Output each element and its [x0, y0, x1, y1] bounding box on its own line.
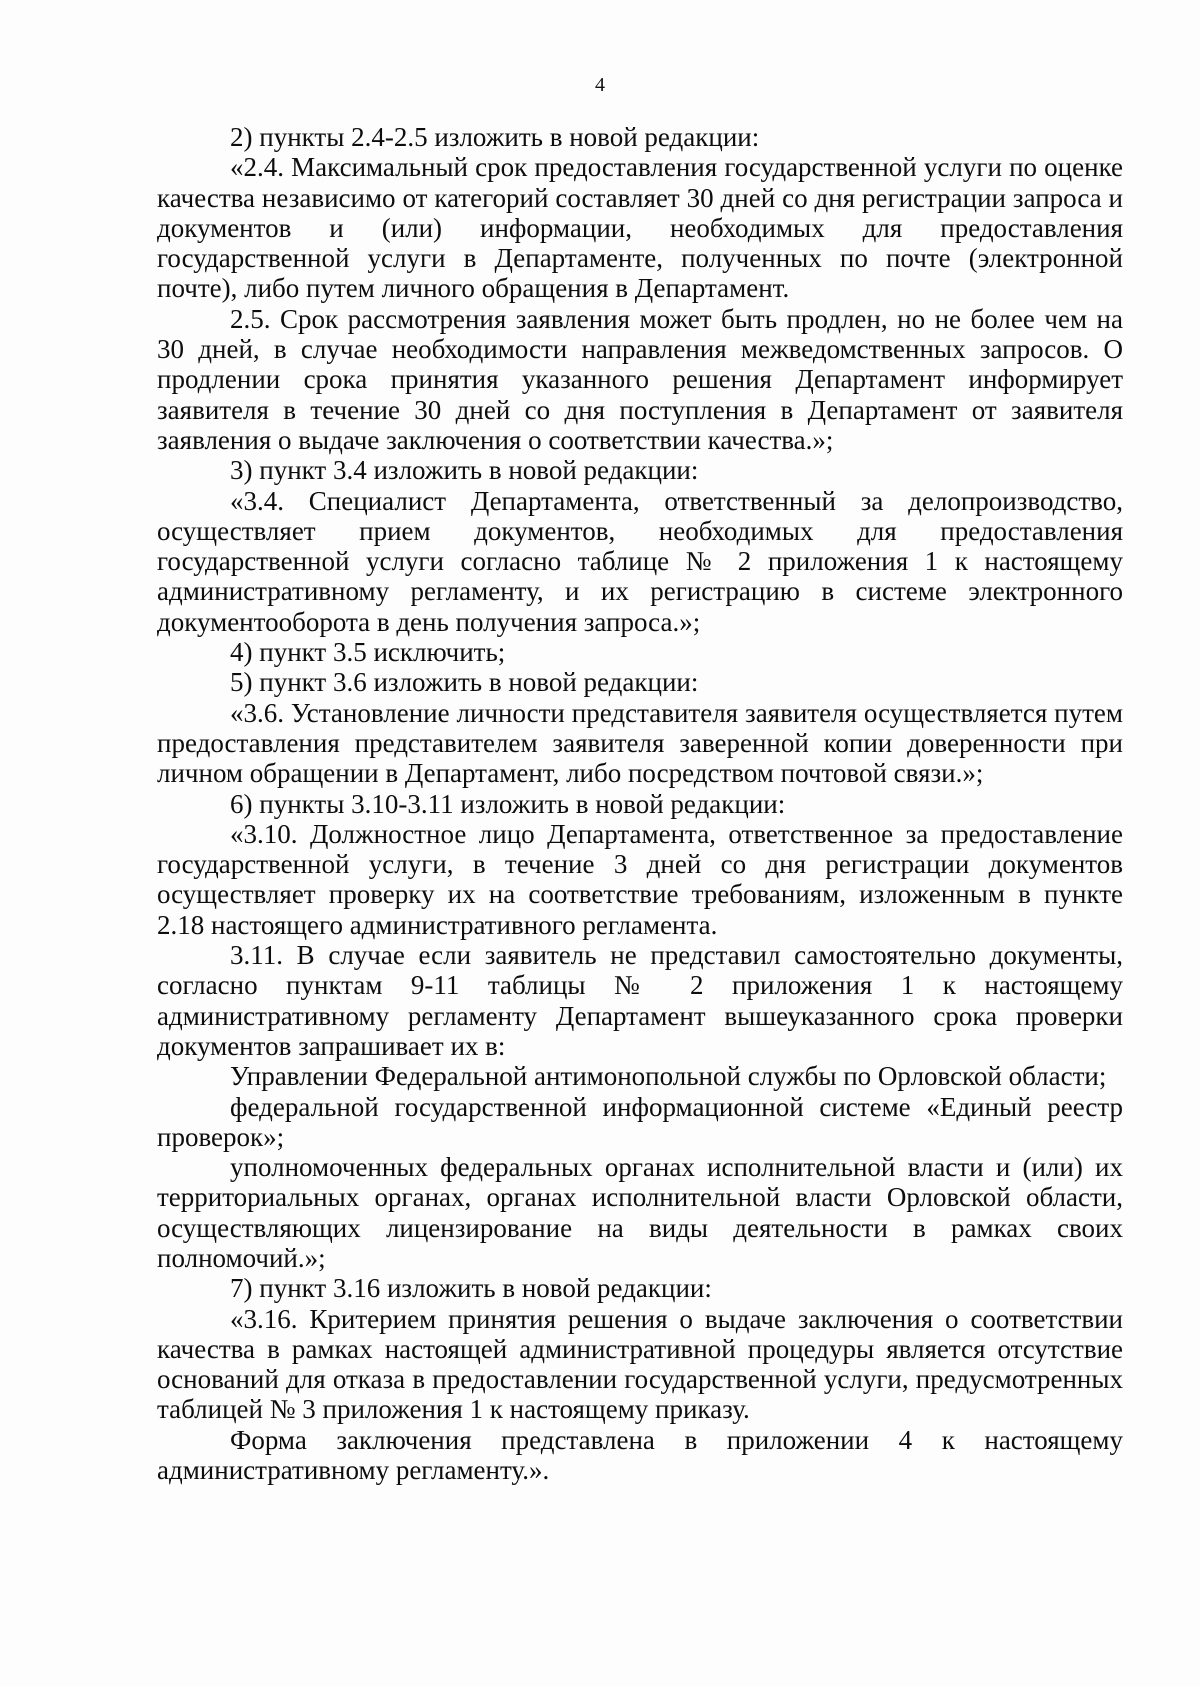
paragraph-item-4: 4) пункт 3.5 исключить;: [230, 637, 506, 668]
paragraph-clause-3-10: «3.10. Должностное лицо Департамента, ответственное за предоставление государственной услуги, в течение 3 дней со дня регистрации документов осуществляет проверку их на соответствие требованиям, изложенным в пункте 2.18 настоящего административного регламента.: [157, 818, 1123, 940]
paragraph-item-7-heading: 7) пункт 3.16 изложить в новой редакции:: [230, 1273, 712, 1304]
paragraph-list-item-authorities: уполномоченных федеральных органах исполнительной власти и (или) их территориальных органах, органах исполнительной власти Орловской области, осуществляющих лицензирование на виды деятельности в рамках своих полномочий.»;: [157, 1152, 1123, 1273]
paragraph-clause-3-11: 3.11. В случае если заявитель не представил самостоятельно документы, согласно пунктам 9-11 таблицы № 2 приложения 1 к настоящему административному регламенту Департамент вышеуказанного срока проверки документов запрашивает их в:: [157, 940, 1123, 1061]
paragraph-list-item-registry: федеральной государственной информационной системе «Единый реестр проверок»;: [157, 1091, 1123, 1152]
paragraph-clause-3-16: «3.16. Критерием принятия решения о выдаче заключения о соответствии качества в рамках настоящей административной процедуры является отсутствие оснований для отказа в предоставлении государственной услуги, предусмотренных таблицей № 3 приложения 1 к настоящему приказу.: [157, 1303, 1123, 1425]
paragraph-clause-2-4: «2.4. Максимальный срок предоставления государственной услуги по оценке качества независимо от категорий составляет 30 дней со дня регистрации запроса и документов и (или) информации, необходимых для предоставления государственной услуги в Департаменте, полученных по почте (электронной почте), либо путем личного обращения в Департамент.: [157, 152, 1123, 304]
paragraph-clause-2-5: 2.5. Срок рассмотрения заявления может быть продлен, но не более чем на 30 дней, в случае необходимости направления межведомственных запросов. О продлении срока принятия указанного решения Департамент информирует заявителя в течение 30 дней со дня поступления в Департамент от заявителя заявления о выдаче заключения о соответствии качества.»;: [157, 303, 1123, 455]
page-number: 4: [595, 74, 605, 96]
paragraph-form-note: Форма заключения представлена в приложении 4 к настоящему административному регламенту.».: [157, 1424, 1123, 1486]
paragraph-item-6-heading: 6) пункты 3.10-3.11 изложить в новой редакции:: [230, 788, 786, 819]
paragraph-clause-3-4: «3.4. Специалист Департамента, ответственный за делопроизводство, осуществляет прием документов, необходимых для предоставления государственной услуги согласно таблице № 2 приложения 1 к настоящему административному регламенту, и их регистрацию в системе электронного документооборота в день получения запроса.»;: [157, 485, 1123, 637]
document-body: [157, 122, 1123, 1485]
paragraph-list-item-fas: Управлении Федеральной антимонопольной службы по Орловской области;: [230, 1061, 1107, 1092]
paragraph-clause-3-6: «3.6. Установление личности представителя заявителя осуществляется путем предоставления представителем заявителя заверенной копии доверенности при личном обращении в Департамент, либо посредством почтовой связи.»;: [157, 697, 1123, 789]
paragraph-item-5-heading: 5) пункт 3.6 изложить в новой редакции:: [230, 667, 699, 698]
paragraph-item-2-heading: 2) пункты 2.4-2.5 изложить в новой редакции:: [230, 122, 760, 152]
paragraph-item-3-heading: 3) пункт 3.4 изложить в новой редакции:: [230, 455, 699, 486]
